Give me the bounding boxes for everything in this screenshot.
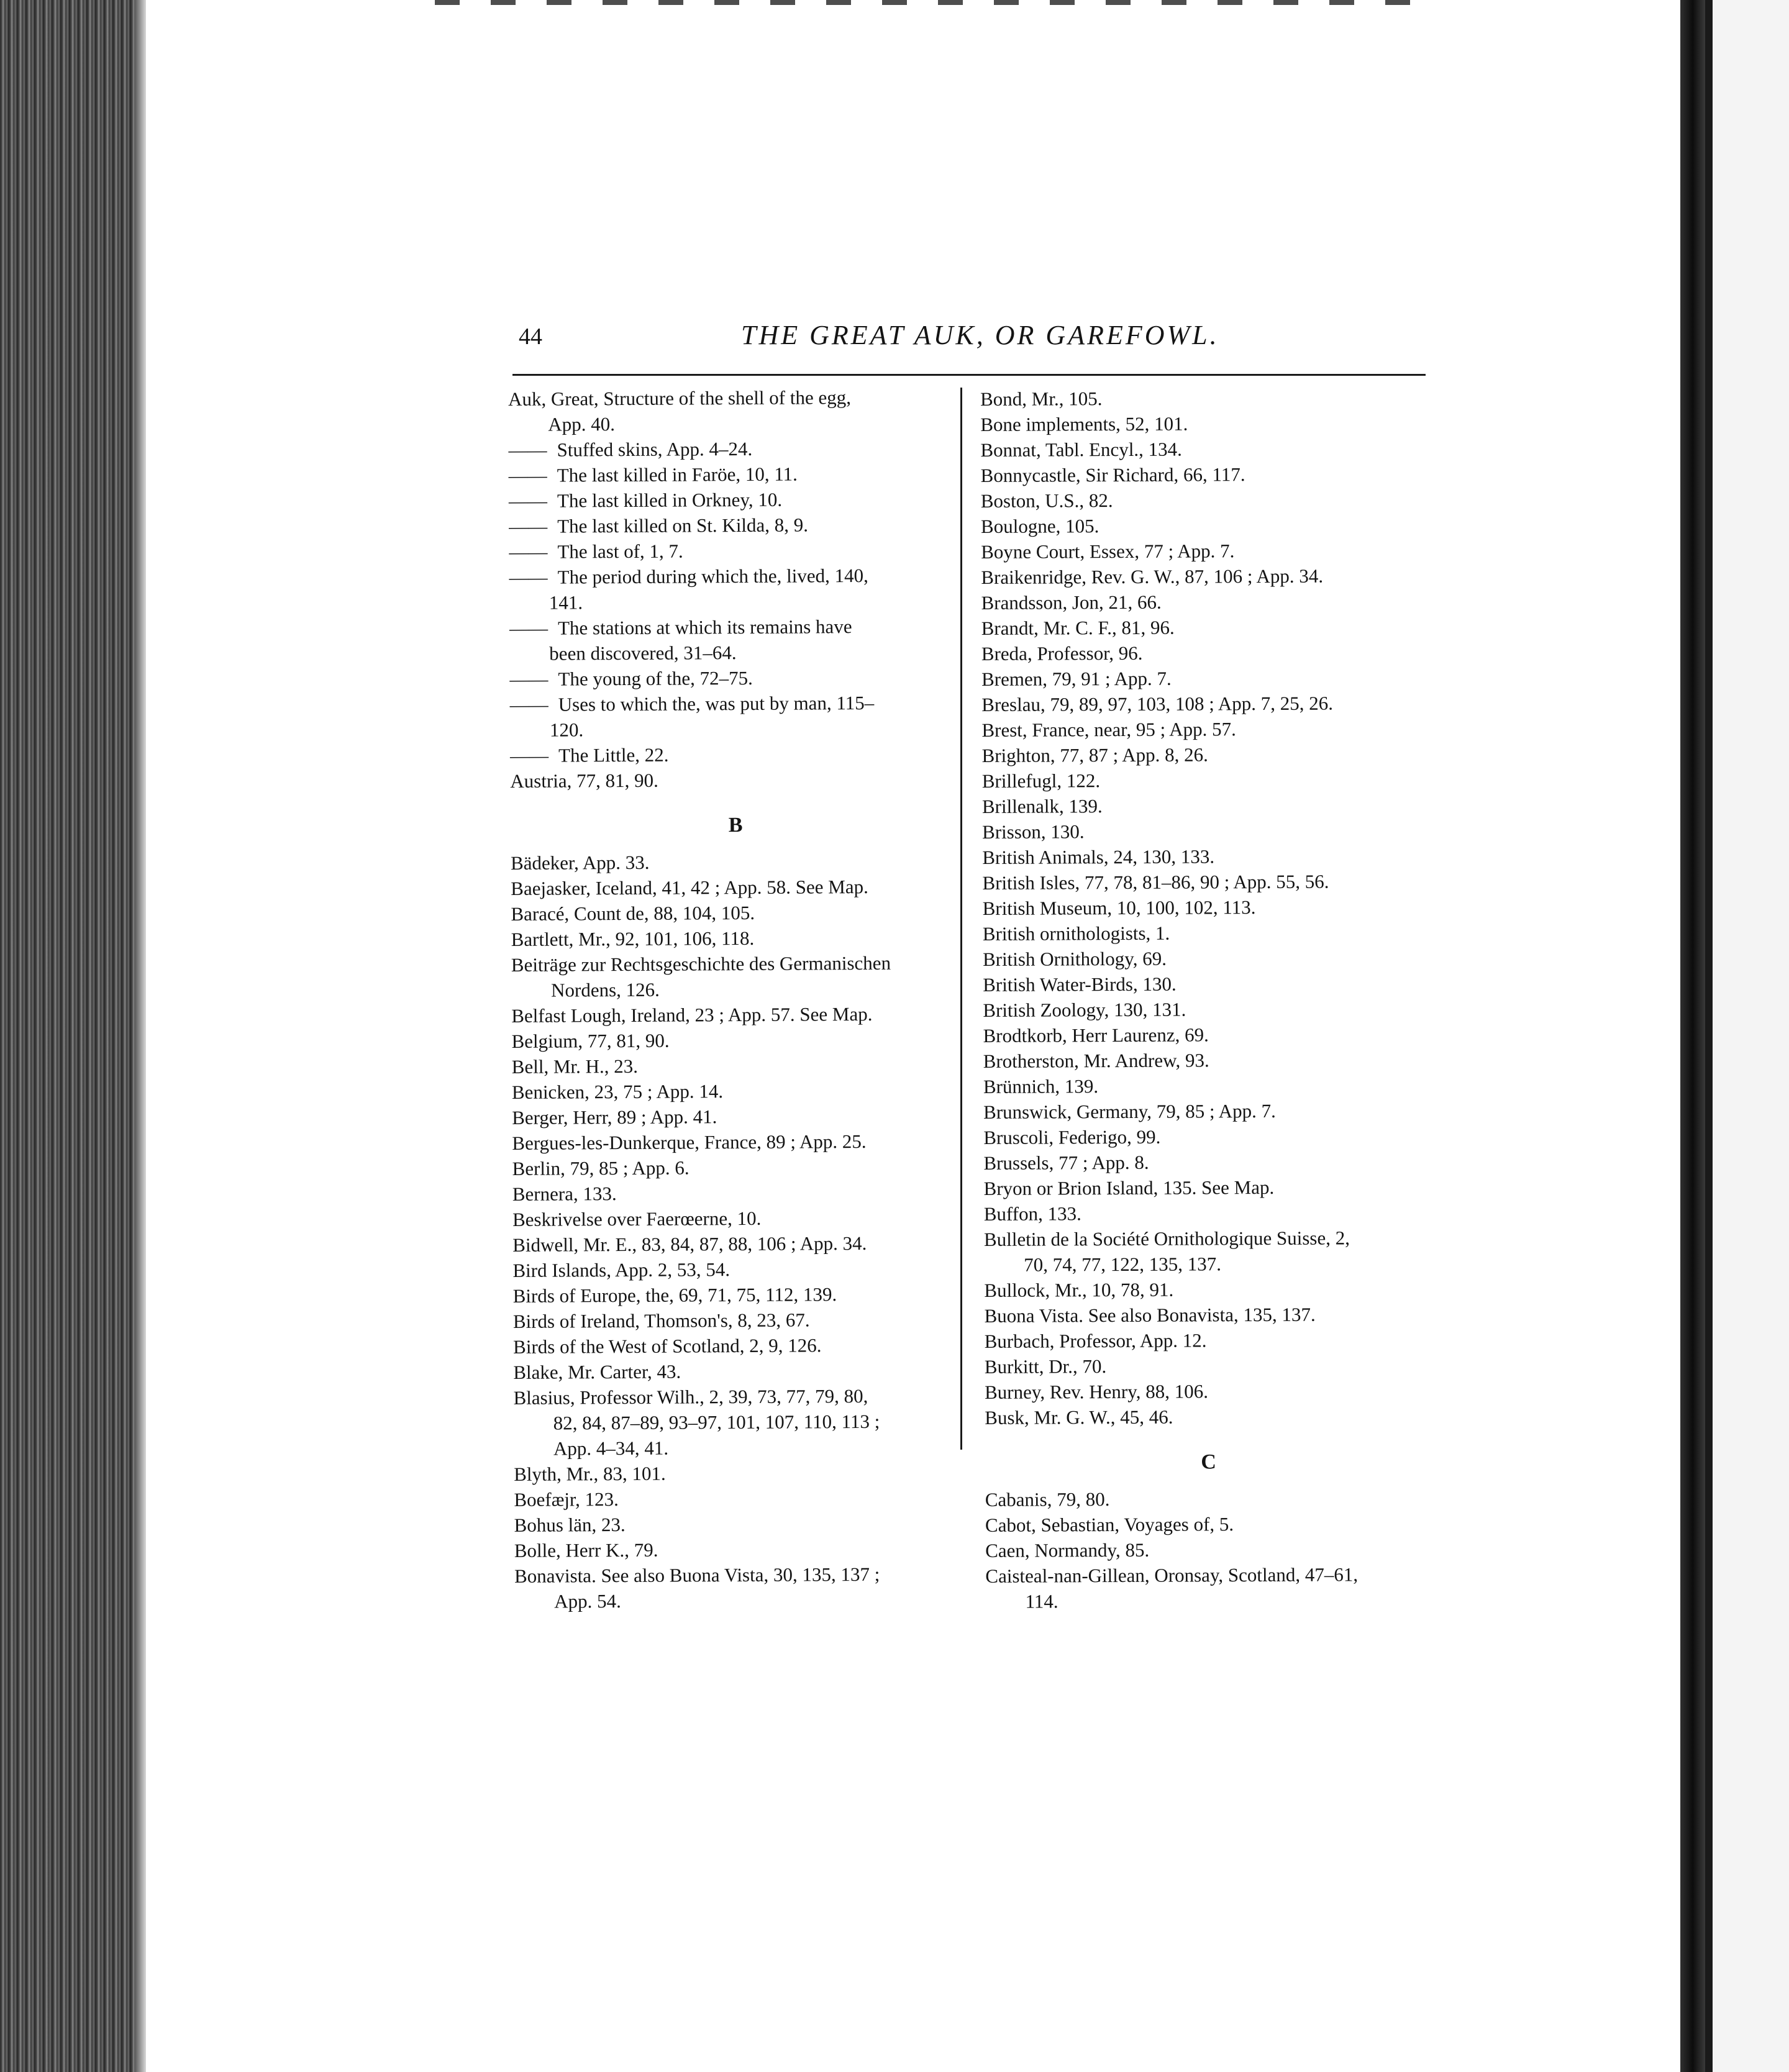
index-entry-text: British Animals, 24, 130, 133. xyxy=(982,845,1215,868)
index-entry-text: Benicken, 23, 75 ; App. 14. xyxy=(511,1080,724,1103)
index-entry-text: Bone implements, 52, 101. xyxy=(980,412,1188,435)
index-entry-text: Auk, Great, Structure of the shell of the egg, xyxy=(508,386,852,410)
index-entry-text: The stations at which its remains have xyxy=(557,616,852,639)
index-entry-text: Boefæjr, 123. xyxy=(514,1488,619,1511)
index-entry-text: App. 40. xyxy=(548,413,616,435)
ditto-dash: —— xyxy=(509,540,548,563)
index-entry xyxy=(984,1301,1431,1329)
index-entry-continuation xyxy=(514,1434,964,1461)
index-entry xyxy=(511,1001,962,1029)
index-entry xyxy=(981,486,1428,514)
index-entry xyxy=(985,1378,1432,1405)
index-entry xyxy=(513,1357,963,1385)
index-entry-text: Brünnich, 139. xyxy=(983,1075,1099,1097)
next-page-strip xyxy=(1705,0,1789,2072)
index-entry-continuation xyxy=(985,1587,1432,1614)
index-subentry xyxy=(510,689,960,717)
index-entry xyxy=(981,614,1429,641)
index-entry xyxy=(985,1561,1432,1589)
index-entry xyxy=(982,766,1429,794)
index-entry xyxy=(983,1072,1431,1099)
index-entry-text: Blyth, Mr., 83, 101. xyxy=(514,1462,666,1485)
index-entry-continuation xyxy=(984,1250,1431,1278)
index-entry xyxy=(510,766,960,794)
index-entry xyxy=(983,894,1430,921)
index-entry xyxy=(514,1535,965,1563)
book-page-edges xyxy=(0,0,146,2072)
index-entry xyxy=(983,1123,1431,1150)
index-entry-text: Beiträge zur Rechtsgeschichte des Germanischen xyxy=(511,952,891,976)
index-subentry xyxy=(508,435,958,463)
index-entry-text: Brandsson, Jon, 21, 66. xyxy=(981,591,1162,614)
index-entry xyxy=(985,1485,1432,1512)
index-entry xyxy=(981,690,1429,717)
index-subentry xyxy=(509,486,959,514)
index-entry xyxy=(511,924,962,952)
index-entry-text: Burkitt, Dr., 70. xyxy=(984,1355,1107,1378)
index-entry xyxy=(511,1026,962,1054)
index-entry-text: Bell, Mr. H., 23. xyxy=(511,1055,639,1078)
index-column-left xyxy=(508,384,965,1614)
index-entry-text: The last killed in Faröe, 10, 11. xyxy=(557,463,798,486)
index-entry-text: Buffon, 133. xyxy=(983,1202,1081,1225)
index-entry-text: Bulletin de la Société Ornithologique Suisse, 2, xyxy=(983,1227,1350,1250)
index-entry xyxy=(514,1561,965,1589)
index-entry xyxy=(985,1536,1432,1563)
index-entry-text: Brillenalk, 139. xyxy=(981,795,1103,817)
index-entry-continuation xyxy=(509,638,960,666)
index-entry xyxy=(512,1179,963,1207)
index-entry-text: Buona Vista. See also Bonavista, 135, 137. xyxy=(984,1303,1316,1327)
index-entry-text: Bolle, Herr K., 79. xyxy=(514,1538,658,1561)
index-entry-text: Berger, Herr, 89 ; App. 41. xyxy=(512,1106,717,1129)
index-entry-text: Berlin, 79, 85 ; App. 6. xyxy=(512,1156,690,1179)
index-entry xyxy=(982,741,1429,768)
index-entry xyxy=(512,1077,962,1105)
ditto-dash: —— xyxy=(508,489,548,512)
index-entry-text: The last killed in Orkney, 10. xyxy=(557,488,783,512)
index-entry-text: Bryon or Brion Island, 135. See Map. xyxy=(983,1176,1275,1199)
index-entry xyxy=(512,1230,963,1258)
index-entry xyxy=(982,868,1429,896)
index-entry xyxy=(512,1255,963,1283)
index-entry xyxy=(980,384,1427,412)
index-entry-text: Bonnycastle, Sir Richard, 66, 117. xyxy=(980,463,1245,486)
index-entry xyxy=(981,716,1429,743)
index-entry-text: Boston, U.S., 82. xyxy=(980,489,1113,512)
index-entry-text: Blasius, Professor Wilh., 2, 39, 73, 77, 79, 80, xyxy=(513,1384,868,1409)
index-entry-text: Brunswick, Germany, 79, 85 ; App. 7. xyxy=(983,1099,1276,1123)
index-entry xyxy=(512,1102,962,1130)
page-number: 44 xyxy=(519,324,542,350)
index-entry-text: Caen, Normandy, 85. xyxy=(985,1538,1150,1561)
index-entry-text: Brodtkorb, Herr Laurenz, 69. xyxy=(983,1024,1209,1047)
index-entry-text: Beskrivelse over Faerœerne, 10. xyxy=(512,1207,762,1230)
index-entry-text: The period during which the, lived, 140, xyxy=(557,564,868,588)
index-subentry xyxy=(509,613,960,641)
index-entry xyxy=(981,588,1428,616)
index-entry xyxy=(982,817,1429,845)
index-entry-text: Breda, Professor, 96. xyxy=(981,642,1143,665)
index-entry xyxy=(512,1128,962,1156)
index-entry xyxy=(985,1403,1432,1430)
index-entry-continuation xyxy=(514,1408,964,1436)
index-entry-text: The last of, 1, 7. xyxy=(557,540,683,563)
ditto-dash: —— xyxy=(509,668,549,690)
index-entry-text: Birds of the West of Scotland, 2, 9, 126. xyxy=(513,1334,822,1358)
index-entry-text: Bidwell, Mr. E., 83, 84, 87, 88, 106 ; App. 34. xyxy=(512,1232,867,1256)
index-entry xyxy=(513,1281,963,1309)
index-entry-text: Bergues-les-Dunkerque, France, 89 ; App. 25. xyxy=(512,1130,867,1154)
index-entry-text: Cabot, Sebastian, Voyages of, 5. xyxy=(985,1513,1234,1536)
index-entry-text: Uses to which the, was put by man, 115– xyxy=(558,691,875,716)
index-entry-text: Brillefugl, 122. xyxy=(981,770,1101,792)
index-entry-text: 114. xyxy=(1025,1590,1058,1612)
index-entry xyxy=(981,461,1428,488)
index-entry xyxy=(981,639,1429,666)
index-entry xyxy=(980,435,1427,463)
index-entry-text: Busk, Mr. G. W., 45, 46. xyxy=(985,1406,1173,1429)
ditto-dash: —— xyxy=(509,693,549,716)
index-entry xyxy=(514,1510,964,1538)
page-title: THE GREAT AUK, OR GAREFOWL. xyxy=(741,320,1219,350)
index-entry-text: Bonnat, Tabl. Encyl., 134. xyxy=(980,438,1182,461)
index-entry-text: British ornithologists, 1. xyxy=(982,922,1170,945)
ditto-dash: —— xyxy=(509,617,549,639)
index-entry-text: Blake, Mr. Carter, 43. xyxy=(513,1360,681,1383)
ditto-dash: —— xyxy=(508,464,547,486)
index-entry-continuation xyxy=(510,715,960,743)
index-entry-text: Caisteal-nan-Gillean, Oronsay, Scotland, 47–61, xyxy=(985,1563,1359,1587)
index-entry xyxy=(511,848,961,876)
index-entry xyxy=(983,1148,1431,1176)
index-entry-text: Baracé, Count de, 88, 104, 105. xyxy=(511,901,755,925)
index-entry-text: Belgium, 77, 81, 90. xyxy=(511,1029,670,1052)
index-subentry xyxy=(509,511,959,539)
index-entry xyxy=(984,1199,1431,1227)
ditto-dash: —— xyxy=(510,744,549,766)
index-entry-text: Austria, 77, 81, 90. xyxy=(510,769,658,792)
index-entry-text: Stuffed skins, App. 4–24. xyxy=(557,437,753,461)
index-entry-text: Bond, Mr., 105. xyxy=(980,388,1103,410)
section-letter: B xyxy=(728,814,743,837)
index-entry-text: The Little, 22. xyxy=(558,743,669,766)
index-entry xyxy=(511,950,962,978)
index-entry xyxy=(985,1327,1432,1354)
index-entry xyxy=(985,1352,1432,1379)
index-entry xyxy=(512,1204,963,1232)
index-entry-text: Bird Islands, App. 2, 53, 54. xyxy=(512,1258,731,1281)
index-entry xyxy=(513,1383,963,1411)
index-entry-text: Bartlett, Mr., 92, 101, 106, 118. xyxy=(511,927,755,950)
index-entry xyxy=(511,873,961,901)
index-subentry xyxy=(509,562,960,590)
index-entry-text: Birds of Europe, the, 69, 71, 75, 112, 139. xyxy=(512,1283,837,1307)
index-entry xyxy=(984,1174,1431,1201)
index-entry xyxy=(511,899,961,927)
index-entry-continuation xyxy=(508,409,958,437)
index-entry-text: App. 4–34, 41. xyxy=(553,1437,669,1460)
index-entry-text: Bohus län, 23. xyxy=(514,1514,626,1536)
index-entry-text: Brighton, 77, 87 ; App. 8, 26. xyxy=(981,743,1208,766)
scan-top-smudge xyxy=(435,0,1429,5)
index-entry xyxy=(512,1052,962,1079)
index-entry xyxy=(983,1021,1430,1048)
book-right-margin-shadow xyxy=(1680,0,1705,2072)
index-entry-text: Brussels, 77 ; App. 8. xyxy=(983,1151,1149,1174)
index-entry xyxy=(982,843,1429,870)
index-entry xyxy=(513,1332,963,1360)
index-entry-continuation xyxy=(514,1586,965,1614)
index-entry-text: 70, 74, 77, 122, 135, 137. xyxy=(1024,1253,1221,1276)
index-entry-text: 82, 84, 87–89, 93–97, 101, 107, 110, 113 ; xyxy=(553,1410,880,1434)
index-subentry xyxy=(509,460,959,488)
index-entry-text: Bernera, 133. xyxy=(512,1183,617,1205)
index-entry xyxy=(983,1097,1431,1125)
index-entry-text: British Isles, 77, 78, 81–86, 90 ; App. 55, 56. xyxy=(982,870,1329,894)
index-entry-text: Bremen, 79, 91 ; App. 7. xyxy=(981,667,1172,690)
index-entry xyxy=(512,1153,962,1181)
index-entry-text: been discovered, 31–64. xyxy=(549,642,737,665)
index-entry xyxy=(981,563,1428,590)
index-entry xyxy=(514,1459,964,1487)
index-entry xyxy=(984,1225,1431,1252)
index-entry-text: App. 54. xyxy=(554,1590,621,1612)
index-column-right xyxy=(980,384,1433,1614)
index-entry-text: Bädeker, App. 33. xyxy=(510,851,650,874)
index-subentry xyxy=(510,740,960,768)
header-rule xyxy=(512,374,1426,376)
index-entry xyxy=(981,665,1429,692)
ditto-dash: —— xyxy=(508,438,547,461)
index-entry-text: The young of the, 72–75. xyxy=(558,666,753,690)
index-entry-continuation xyxy=(511,975,962,1003)
index-entry-continuation xyxy=(509,588,960,616)
index-entry xyxy=(982,792,1429,819)
index-entry xyxy=(983,996,1430,1023)
index-entry-text: Breslau, 79, 89, 97, 103, 108 ; App. 7, 25, 26. xyxy=(981,692,1334,716)
index-entry xyxy=(983,1047,1431,1074)
index-entry-text: Bonavista. See also Buona Vista, 30, 135, 137 ; xyxy=(514,1563,880,1587)
ditto-dash: —— xyxy=(509,515,548,537)
index-entry-text: Burney, Rev. Henry, 88, 106. xyxy=(984,1380,1209,1403)
index-subentry xyxy=(509,537,959,565)
index-entry xyxy=(980,410,1427,437)
index-entry xyxy=(981,512,1428,539)
index-entry xyxy=(508,384,958,412)
index-entry-text: Baejasker, Iceland, 41, 42 ; App. 58. See Map. xyxy=(511,875,868,899)
index-entry-text: British Ornithology, 69. xyxy=(982,947,1167,970)
index-entry-text: The last killed on St. Kilda, 8, 9. xyxy=(557,514,809,537)
index-entry xyxy=(983,945,1430,972)
index-entry-text: Boulogne, 105. xyxy=(980,515,1099,537)
index-entry-text: Bullock, Mr., 10, 78, 91. xyxy=(984,1278,1174,1301)
index-entry-text: Braikenridge, Rev. G. W., 87, 106 ; App. 34. xyxy=(981,565,1324,588)
index-entry xyxy=(513,1306,963,1334)
index-entry-text: British Water-Birds, 130. xyxy=(983,973,1177,996)
index-entry xyxy=(983,970,1430,997)
index-entry-text: Bruscoli, Federigo, 99. xyxy=(983,1125,1161,1148)
index-entry xyxy=(984,1276,1431,1303)
index-entry-text: Cabanis, 79, 80. xyxy=(985,1488,1110,1511)
index-entry xyxy=(985,1511,1432,1538)
index-entry xyxy=(983,919,1430,947)
index-entry-text: Brisson, 130. xyxy=(982,820,1085,843)
ditto-dash: —— xyxy=(509,566,548,588)
index-entry-text: Brest, France, near, 95 ; App. 57. xyxy=(981,718,1236,741)
index-entry-text: Birds of Ireland, Thomson's, 8, 23, 67. xyxy=(512,1309,810,1332)
index-entry xyxy=(981,537,1428,565)
index-entry xyxy=(514,1484,964,1512)
index-entry-text: Belfast Lough, Ireland, 23 ; App. 57. See Map. xyxy=(511,1002,873,1027)
index-entry-text: 120. xyxy=(549,719,584,741)
index-entry-text: Brotherston, Mr. Andrew, 93. xyxy=(983,1049,1209,1072)
section-letter: C xyxy=(1201,1450,1216,1474)
running-header xyxy=(519,318,1426,355)
index-entry-text: Nordens, 126. xyxy=(550,978,660,1001)
index-entry-text: Boyne Court, Essex, 77 ; App. 7. xyxy=(981,540,1235,563)
index-entry-text: British Museum, 10, 100, 102, 113. xyxy=(982,896,1256,919)
index-entry-text: Burbach, Professor, App. 12. xyxy=(984,1329,1207,1352)
index-entry-text: British Zoology, 130, 131. xyxy=(983,998,1186,1021)
index-entry-text: Brandt, Mr. C. F., 81, 96. xyxy=(981,616,1175,639)
index-subentry xyxy=(509,664,960,692)
index-entry-text: 141. xyxy=(549,591,583,614)
